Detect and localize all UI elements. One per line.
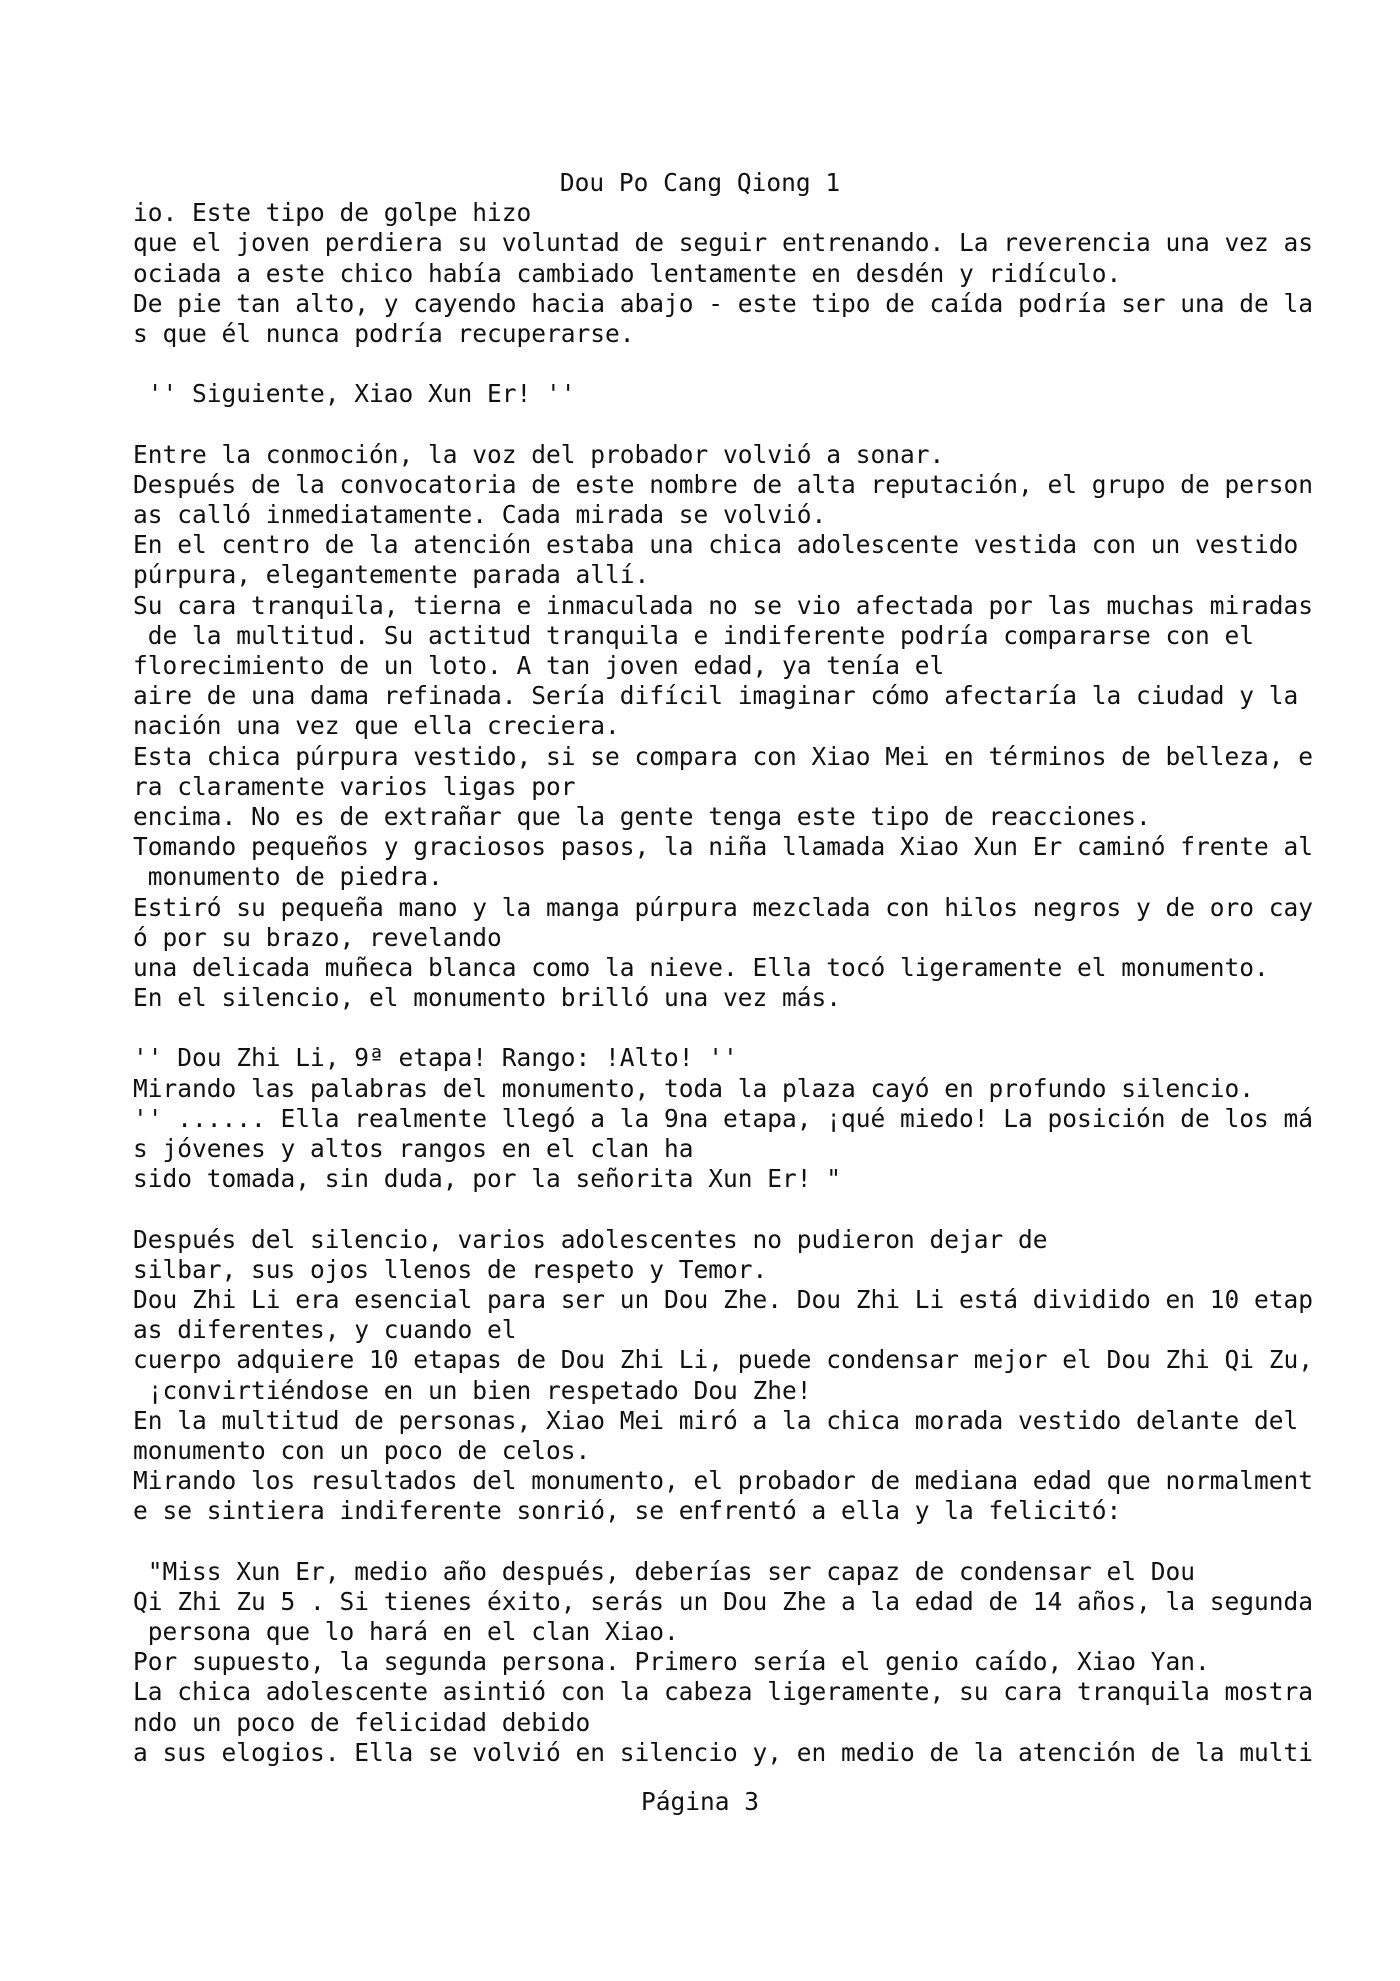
text-line: Entre la conmoción, la voz del probador volvió a sonar. [133, 439, 945, 469]
text-line: as calló inmediatamente. Cada mirada se volvió. [133, 500, 827, 530]
text-line: monumento de piedra. [133, 862, 443, 892]
text-line: En el centro de la atención estaba una chica adolescente vestida con un vestido [133, 530, 1299, 560]
text-line: florecimiento de un loto. A tan joven edad, ya tenía el [133, 651, 945, 680]
blank-line [133, 1194, 1283, 1224]
text-line: encima. No es de extrañar que la gente tenga este tipo de reacciones. [133, 801, 1151, 831]
page-header: Dou Po Cang Qiong 1 [559, 168, 841, 197]
text-line: Tomando pequeños y graciosos pasos, la niña llamada Xiao Xun Er caminó frente al [133, 832, 1314, 862]
text-line: s que él nunca podría recuperarse. [133, 318, 635, 348]
page-number: Página 3 [640, 1787, 759, 1816]
text-line: '' Dou Zhi Li, 9ª etapa! Rango: !Alto! '' [133, 1043, 738, 1073]
page-body [133, 198, 1314, 1768]
text-line: Después del silencio, varios adolescentes no pudieron dejar de [133, 1224, 1048, 1254]
text-line: as diferentes, y cuando el [133, 1315, 517, 1345]
blank-line [133, 410, 1283, 440]
text-line: aire de una dama refinada. Sería difícil imaginar cómo afectaría la ciudad y la [133, 681, 1299, 711]
text-line: de la multitud. Su actitud tranquila e indiferente podría compararse con el [133, 620, 1255, 650]
text-line: cuerpo adquiere 10 etapas de Dou Zhi Li, puede condensar mejor el Dou Zhi Qi Zu, [133, 1345, 1314, 1375]
text-line: a sus elogios. Ella se volvió en silencio y, en medio de la atención de la multi [133, 1737, 1314, 1767]
text-line: una delicada muñeca blanca como la nieve. Ella tocó ligeramente el monumento. [133, 952, 1269, 982]
text-line: ó por su brazo, revelando [133, 922, 502, 952]
text-line: e se sintiera indiferente sonrió, se enfrentó a ella y la felicitó: [133, 1496, 1122, 1526]
text-line: Esta chica púrpura vestido, si se compara con Xiao Mei en términos de belleza, e [133, 741, 1314, 771]
text-line: ra claramente varios ligas por [133, 771, 576, 801]
text-line: monumento con un poco de celos. [133, 1435, 591, 1465]
text-line: Su cara tranquila, tierna e inmaculada no se vio afectada por las muchas miradas [133, 590, 1314, 620]
text-line: Por supuesto, la segunda persona. Primero sería el genio caído, Xiao Yan. [133, 1647, 1210, 1677]
text-line: púrpura, elegantemente parada allí. [133, 560, 650, 590]
text-line: Mirando los resultados del monumento, el probador de mediana edad que normalment [133, 1466, 1314, 1496]
text-line: Qi Zhi Zu 5 . Si tienes éxito, serás un Dou Zhe a la edad de 14 años, la segunda [133, 1586, 1314, 1616]
text-line: sido tomada, sin duda, por la señorita Xun Er! " [133, 1164, 842, 1194]
text-line: Después de la convocatoria de este nombre de alta reputación, el grupo de person [133, 469, 1314, 499]
blank-line [133, 1526, 1283, 1556]
text-line: ndo un poco de felicidad debido [133, 1707, 591, 1737]
text-line: Mirando las palabras del monumento, toda la plaza cayó en profundo silencio. [133, 1073, 1255, 1103]
text-line: persona que lo hará en el clan Xiao. [133, 1617, 679, 1646]
text-line: Dou Zhi Li era esencial para ser un Dou Zhe. Dou Zhi Li está dividido en 10 etap [133, 1284, 1314, 1314]
text-line: Estiró su pequeña mano y la manga púrpura mezclada con hilos negros y de oro cay [133, 892, 1314, 922]
text-line: En la multitud de personas, Xiao Mei miró a la chica morada vestido delante del [133, 1405, 1299, 1435]
text-line: silbar, sus ojos llenos de respeto y Temor. [133, 1254, 768, 1284]
text-line: s jóvenes y altos rangos en el clan ha [133, 1134, 694, 1163]
text-line: '' ...... Ella realmente llegó a la 9na etapa, ¡qué miedo! La posición de los má [133, 1103, 1314, 1133]
blank-line [133, 1013, 1283, 1043]
text-line: La chica adolescente asintió con la cabeza ligeramente, su cara tranquila mostra [133, 1677, 1314, 1707]
text-line: '' Siguiente, Xiao Xun Er! '' [133, 379, 576, 409]
text-line: nación una vez que ella creciera. [133, 711, 620, 741]
text-line: io. Este tipo de golpe hizo [133, 198, 532, 228]
text-line: ociada a este chico había cambiado lentamente en desdén y ridículo. [133, 258, 1122, 288]
text-line: ¡convirtiéndose en un bien respetado Dou Zhe! [133, 1375, 812, 1405]
blank-line [133, 349, 1283, 379]
text-line: "Miss Xun Er, medio año después, deberías ser capaz de condensar el Dou [133, 1556, 1196, 1586]
text-line: En el silencio, el monumento brilló una vez más. [133, 983, 842, 1013]
text-line: De pie tan alto, y cayendo hacia abajo - este tipo de caída podría ser una de la [133, 288, 1314, 318]
text-line: que el joven perdiera su voluntad de seguir entrenando. La reverencia una vez as [133, 228, 1314, 258]
